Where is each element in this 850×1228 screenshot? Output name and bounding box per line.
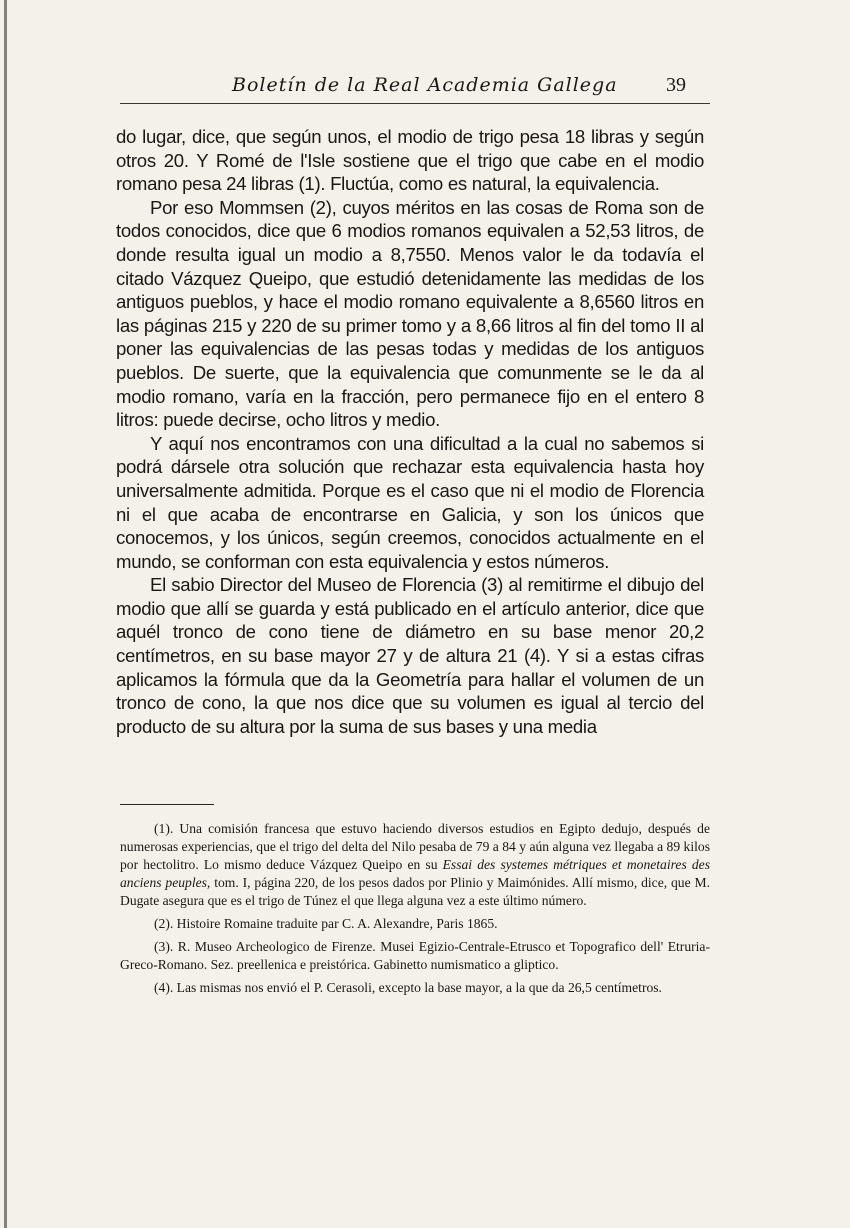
page-number: 39 xyxy=(666,74,686,96)
paragraph-mommsen: Por eso Mommsen (2), cuyos méritos en las cosas de Roma son de todos conocidos, dice que 6 modios romanos equivalen a 52,53 litros, de donde resulta igual un modio a 8,7550. Menos valor le da todavía el citado Vázquez Queipo, que estudió detenidamente las medidas de los antiguos pueblos, y hace el modio romano equivalente a 8,6560 litros en las páginas 215 y 220 de su primer tomo y a 8,66 litros al fin del tomo II al poner las equivalencias de las pesas todas y medidas de los antiguos pueblos. De suerte, que la equivalencia que comunmente se le da al modio romano, varía en la fracción, pero permanece fijo en el entero 8 litros: puede decirse, ocho litros y medio. xyxy=(116,196,704,431)
footnote-1-italic-title: Essai des systemes métriques et monetaires des anciens peuples, xyxy=(120,857,710,890)
running-header xyxy=(120,72,710,104)
header-divider xyxy=(120,103,710,104)
paragraph-continued: do lugar, dice, que según unos, el modio de trigo pesa 18 libras y según otros 20. Y Romé de l'Isle sostiene que el trigo que cabe en el modio romano pesa 24 libras (1). Fluctúa, como es natural, la equivalencia. xyxy=(116,126,704,195)
footnote-2: (2). Histoire Romaine traduite par C. A. Alexandre, Paris 1865. xyxy=(154,916,498,931)
footnote-1-text: (1). Una comisión francesa que estuvo haciendo diversos estudios en Egipto dedujo, después de numerosas experiencias, que el trigo del delta del Nilo pesaba de 79 a 84 y aún alguna vez llegaba a 89 kilos por hectolitro. Lo mismo deduce Vázquez Queipo en su xyxy=(120,821,710,872)
page-edge-rule xyxy=(4,0,7,1228)
journal-title: Boletín de la Real Academia Gallega xyxy=(232,74,618,96)
footnote-3: (3). R. Museo Archeologico de Firenze. Musei Egizio-Centrale-Etrusco et Topografico dell' Etruria-Greco-Romano. Sez. preellenica e preistórica. Gabinetto numismatico a gliptico. xyxy=(120,939,710,972)
footnote-1 xyxy=(120,820,710,910)
footnotes xyxy=(120,820,710,1002)
paragraph-dificultad: Y aquí nos encontramos con una dificultad a la cual no sabemos si podrá dársele otra solución que rechazar esta equivalencia hasta hoy universalmente admitida. Porque es el caso que ni el modio de Florencia ni el que acaba de encontrarse en Galicia, y son los únicos que conocemos, y los únicos, según creemos, conocidos actualmente en el mundo, se conforman con esta equivalencia y estos números. xyxy=(116,432,704,572)
footnote-4: (4). Las mismas nos envió el P. Cerasoli, excepto la base mayor, a la que da 26,5 centímetros. xyxy=(154,980,662,995)
main-text xyxy=(116,125,704,738)
footnote-1-text-end: tom. I, página 220, de los pesos dados por Plinio y Maimónides. Allí mismo, dice, que M. Dugate asegura que es el trigo de Túnez el que llega alguna vez a este último número. xyxy=(120,875,710,908)
footnote-separator xyxy=(120,804,214,805)
paragraph-florencia: El sabio Director del Museo de Florencia (3) al remitirme el dibujo del modio que allí se guarda y está publicado en el artículo anterior, dice que aquél tronco de cono tiene de diámetro en su base menor 20,2 centímetros, en su base mayor 27 y de altura 21 (4). Y si a estas cifras aplicamos la fórmula que da la Geometría para hallar el volumen de un tronco de cono, la que nos dice que su volumen es igual al tercio del producto de su altura por la suma de sus bases y una media xyxy=(116,574,704,737)
